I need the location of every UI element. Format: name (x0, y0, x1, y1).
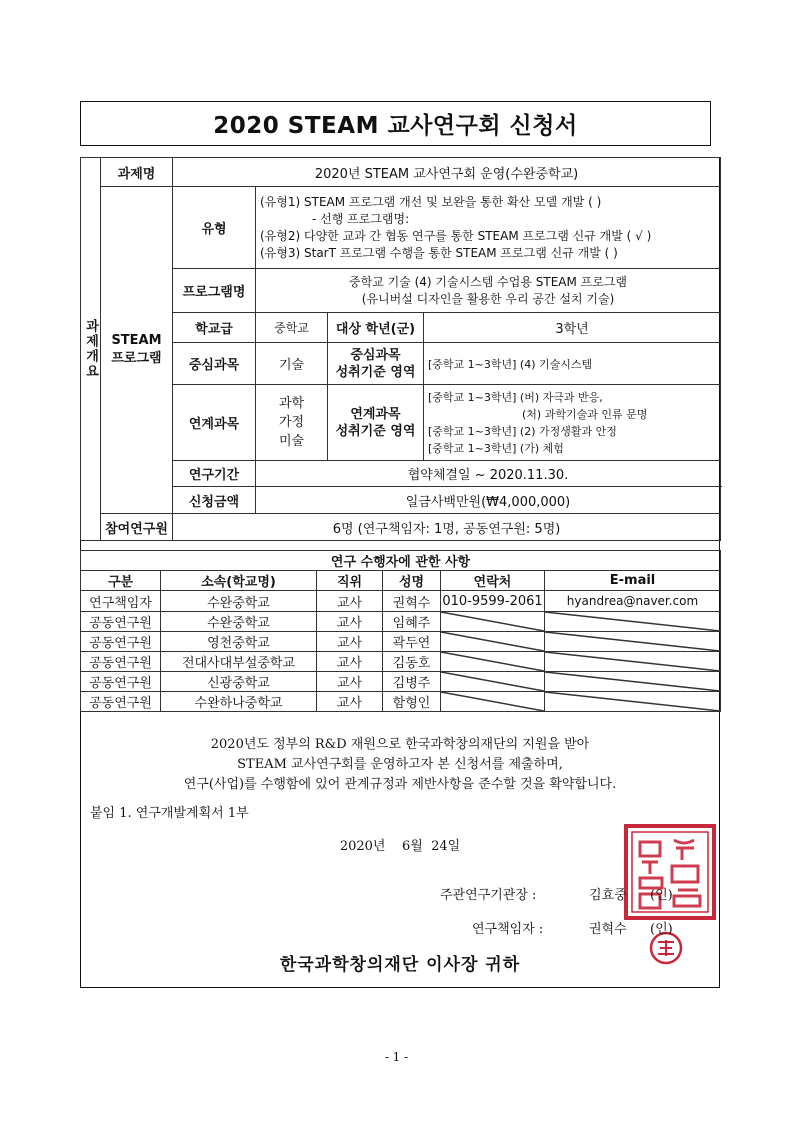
row-position: 교사 (317, 652, 383, 672)
amount-label: 신청금액 (173, 487, 256, 514)
row-phone-blank (441, 652, 545, 672)
col-header-role: 구분 (81, 571, 161, 591)
linked-standard-line-1: [중학교 1~3학년] (버) 자극과 반응, (428, 390, 603, 404)
declaration-text (90, 735, 710, 795)
prior-program-line: - 선행 프로그램명: (312, 211, 410, 226)
row-position: 교사 (317, 672, 383, 692)
row-email: hyandrea@naver.com (545, 591, 721, 612)
col-header-position: 직위 (317, 571, 383, 591)
row-phone-blank (441, 692, 545, 712)
table-row (81, 652, 721, 672)
type-option-1: (유형1) STEAM 프로그램 개선 및 보완을 통한 확산 모델 개발 ( ) (260, 194, 602, 209)
researchers-label: 참여연구원 (101, 514, 173, 541)
col-header-name: 성명 (383, 571, 441, 591)
row-phone-blank (441, 612, 545, 632)
col-header-school: 소속(학교명) (161, 571, 317, 591)
linked-subject-science: 과학 (278, 396, 305, 411)
row-email-blank (545, 672, 721, 692)
row-name: 곽두연 (383, 632, 441, 652)
researchers-value: 6명 (연구책임자: 1명, 공동연구원: 5명) (173, 514, 721, 541)
table-row (81, 692, 721, 712)
linked-subject-values (256, 385, 328, 461)
row-school: 신광중학교 (161, 672, 317, 692)
row-school: 전대사대부설중학교 (161, 652, 317, 672)
type-options (256, 187, 721, 269)
period-label: 연구기간 (173, 461, 256, 487)
target-grade-value: 3학년 (424, 313, 721, 343)
program-name-label: 프로그램명 (173, 269, 256, 313)
row-position: 교사 (317, 612, 383, 632)
table-row (81, 632, 721, 652)
overview-side-label: 과제개요 (81, 158, 101, 541)
row-role: 공동연구원 (81, 652, 161, 672)
row-school: 영천중학교 (161, 632, 317, 652)
table-row (81, 672, 721, 692)
core-subject-value: 기술 (256, 343, 328, 385)
row-position: 교사 (317, 591, 383, 612)
program-name-value (256, 269, 721, 313)
row-role: 공동연구원 (81, 692, 161, 712)
table-row (81, 612, 721, 632)
row-school: 수완하나중학교 (161, 692, 317, 712)
row-phone-blank (441, 632, 545, 652)
type-option-3: (유형3) StarT 프로그램 수행을 통한 STEAM 프로그램 신규 개발 ( ) (260, 245, 618, 260)
school-level-label: 학교급 (173, 313, 256, 343)
core-standard-label: 중심과목 성취기준 영역 (328, 343, 424, 385)
row-phone-blank (441, 672, 545, 692)
row-position: 교사 (317, 692, 383, 712)
row-role: 공동연구원 (81, 612, 161, 632)
institution-stamp-icon (622, 822, 718, 922)
row-email-blank (545, 692, 721, 712)
col-header-email: E-mail (545, 571, 721, 591)
row-phone: 010-9599-2061 (441, 591, 545, 612)
row-school: 수완중학교 (161, 612, 317, 632)
type-option-2: (유형2) 다양한 교과 간 협동 연구를 통한 STEAM 프로그램 신규 개발 ( √ ) (260, 228, 652, 243)
attachment-note: 붙임 1. 연구개발계획서 1부 (90, 806, 249, 821)
document-title: 2020 STEAM 교사연구회 신청서 (80, 101, 711, 146)
row-email-blank (545, 632, 721, 652)
researcher-label: 연구책임자 : (472, 922, 544, 937)
row-role: 연구책임자 (81, 591, 161, 612)
amount-value: 일금사백만원(₩4,000,000) (256, 487, 721, 514)
steam-program-label: STEAM 프로그램 (101, 187, 173, 514)
submission-date: 2020년 6월 24일 (339, 839, 461, 854)
target-grade-label: 대상 학년(군) (328, 313, 424, 343)
type-label: 유형 (173, 187, 256, 269)
linked-standard-line-2: (처) 과학기술과 인류 문명 (522, 407, 648, 421)
personnel-section-title: 연구 수행자에 관한 사항 (81, 551, 721, 571)
table-row (81, 591, 721, 612)
addressee: 한국과학창의재단 이사장 귀하 (279, 955, 521, 975)
researcher-seal-mark: (인) (650, 922, 673, 937)
linked-subject-art: 미술 (278, 434, 305, 449)
project-name-value: 2020년 STEAM 교사연구회 운영(수완중학교) (173, 158, 721, 187)
row-role: 공동연구원 (81, 672, 161, 692)
linked-subject-label: 연계과목 (173, 385, 256, 461)
org-head-name: 김효중 (589, 888, 627, 903)
core-standard-value: [중학교 1~3학년] (4) 기술시스템 (424, 343, 721, 385)
project-name-label: 과제명 (101, 158, 173, 187)
row-name: 함형인 (383, 692, 441, 712)
core-subject-label: 중심과목 (173, 343, 256, 385)
school-level-value: 중학교 (256, 313, 328, 343)
program-name-line-1: 중학교 기술 (4) 기술시스템 수업용 STEAM 프로그램 (348, 274, 628, 289)
row-role: 공동연구원 (81, 632, 161, 652)
row-email-blank (545, 652, 721, 672)
researcher-name: 권혁수 (589, 922, 627, 937)
row-name: 임혜주 (383, 612, 441, 632)
row-name: 김병주 (383, 672, 441, 692)
personnel-table (80, 550, 721, 712)
row-school: 수완중학교 (161, 591, 317, 612)
org-head-seal-mark: (인) (650, 888, 673, 903)
linked-standard-values (424, 385, 721, 461)
linked-standard-line-3: [중학교 1~3학년] (2) 가정생활과 안정 (428, 424, 617, 438)
org-head-label: 주관연구기관장 : (440, 888, 537, 903)
declaration-line-3: 연구(사업)를 수행함에 있어 관계규정과 제반사항을 준수할 것을 확약합니다. (183, 777, 617, 792)
linked-standard-line-4: [중학교 1~3학년] (가) 체험 (428, 441, 564, 455)
row-name: 권혁수 (383, 591, 441, 612)
linked-subject-home: 가정 (278, 415, 305, 430)
col-header-phone: 연락처 (441, 571, 545, 591)
program-name-line-2: (유니버설 디자인을 활용한 우리 공간 설치 기술) (361, 291, 615, 306)
row-position: 교사 (317, 632, 383, 652)
linked-standard-label: 연계과목 성취기준 영역 (328, 385, 424, 461)
page-number: - 1 - (384, 1050, 409, 1064)
row-email-blank (545, 612, 721, 632)
row-name: 김동호 (383, 652, 441, 672)
declaration-line-2: STEAM 교사연구회를 운영하고자 본 신청서를 제출하며, (237, 757, 563, 772)
period-value: 협약체결일 ~ 2020.11.30. (256, 461, 721, 487)
declaration-line-1: 2020년도 정부의 R&D 재원으로 한국과학창의재단의 지원을 받아 (210, 737, 590, 752)
overview-table (80, 157, 721, 541)
